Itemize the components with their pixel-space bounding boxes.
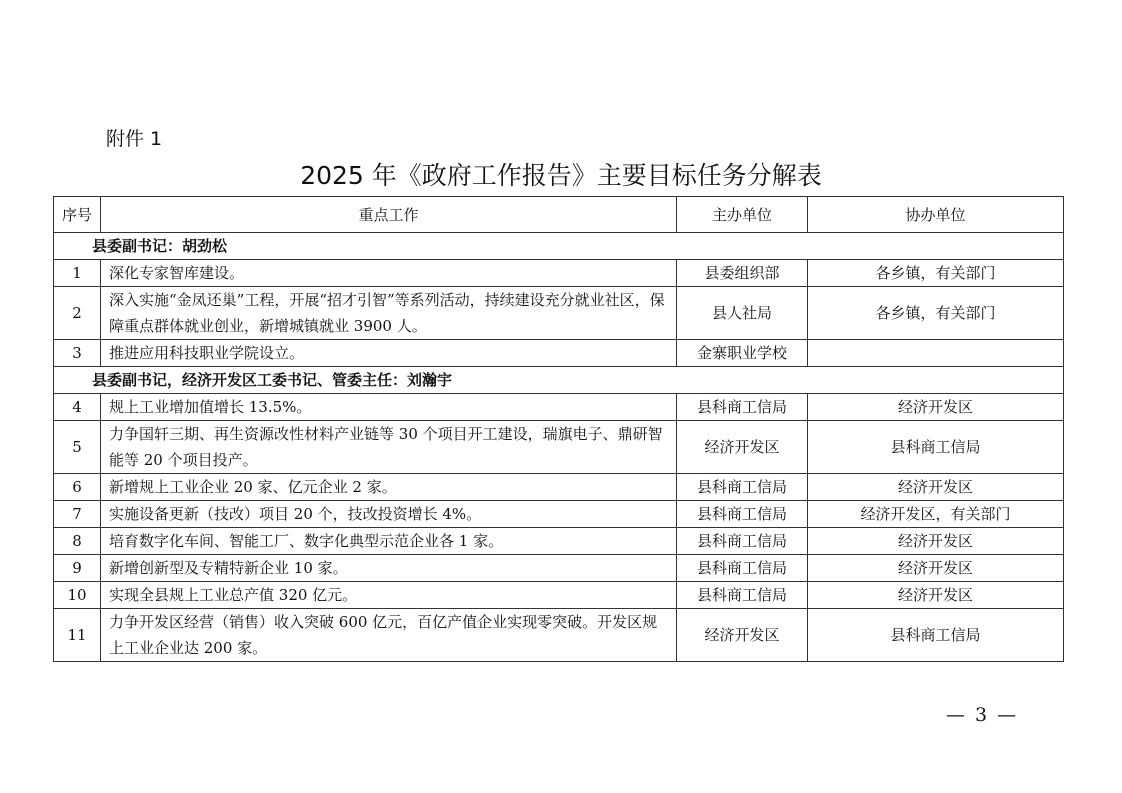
assist-unit-cell: 经济开发区，有关部门	[808, 501, 1064, 528]
table-row	[54, 582, 1064, 609]
header-assist-unit: 协办单位	[808, 197, 1064, 233]
row-number: 8	[54, 528, 101, 555]
task-cell: 推进应用科技职业学院设立。	[101, 340, 677, 367]
task-cell: 培育数字化车间、智能工厂、数字化典型示范企业各 1 家。	[101, 528, 677, 555]
task-cell: 深入实施“金凤还巢”工程，开展“招才引智”等系列活动，持续建设充分就业社区，保障重点群体就业创业，新增城镇就业 3900 人。	[101, 287, 677, 340]
table-row	[54, 394, 1064, 421]
table-row	[54, 340, 1064, 367]
lead-unit-cell: 县人社局	[677, 287, 808, 340]
assist-unit-cell: 经济开发区	[808, 394, 1064, 421]
section-heading-row	[54, 367, 1064, 394]
table-row	[54, 287, 1064, 340]
lead-unit-cell: 县委组织部	[677, 260, 808, 287]
table-row	[54, 260, 1064, 287]
attachment-label: 附件 1	[106, 128, 163, 150]
row-number: 3	[54, 340, 101, 367]
lead-unit-cell: 县科商工信局	[677, 555, 808, 582]
header-task: 重点工作	[101, 197, 677, 233]
lead-unit-cell: 县科商工信局	[677, 474, 808, 501]
assist-unit-cell: 经济开发区	[808, 528, 1064, 555]
assist-unit-cell	[808, 340, 1064, 367]
task-cell: 深化专家智库建设。	[101, 260, 677, 287]
row-number: 4	[54, 394, 101, 421]
task-cell: 力争开发区经营（销售）收入突破 600 亿元，百亿产值企业实现零突破。开发区规上工业企业达 200 家。	[101, 609, 677, 662]
row-number: 5	[54, 421, 101, 474]
lead-unit-cell: 金寨职业学校	[677, 340, 808, 367]
header-no: 序号	[54, 197, 101, 233]
task-cell: 新增规上工业企业 20 家、亿元企业 2 家。	[101, 474, 677, 501]
task-table	[53, 196, 1064, 662]
table-row	[54, 501, 1064, 528]
table-row	[54, 474, 1064, 501]
task-cell: 新增创新型及专精特新企业 10 家。	[101, 555, 677, 582]
row-number: 6	[54, 474, 101, 501]
row-number: 7	[54, 501, 101, 528]
assist-unit-cell: 各乡镇，有关部门	[808, 287, 1064, 340]
section-heading: 县委副书记，经济开发区工委书记、管委主任：刘瀚宇	[54, 367, 1064, 394]
task-cell: 实现全县规上工业总产值 320 亿元。	[101, 582, 677, 609]
task-cell: 规上工业增加值增长 13.5%。	[101, 394, 677, 421]
section-heading: 县委副书记：胡劲松	[54, 233, 1064, 260]
document-title: 2025 年《政府工作报告》主要目标任务分解表	[300, 161, 822, 190]
task-cell: 实施设备更新（技改）项目 20 个，技改投资增长 4%。	[101, 501, 677, 528]
row-number: 11	[54, 609, 101, 662]
lead-unit-cell: 县科商工信局	[677, 582, 808, 609]
row-number: 10	[54, 582, 101, 609]
table-row	[54, 609, 1064, 662]
assist-unit-cell: 经济开发区	[808, 582, 1064, 609]
row-number: 1	[54, 260, 101, 287]
section-heading-row	[54, 233, 1064, 260]
assist-unit-cell: 县科商工信局	[808, 609, 1064, 662]
assist-unit-cell: 经济开发区	[808, 555, 1064, 582]
lead-unit-cell: 县科商工信局	[677, 501, 808, 528]
assist-unit-cell: 经济开发区	[808, 474, 1064, 501]
page-number: — 3 —	[946, 704, 1019, 726]
table-header-row	[54, 197, 1064, 233]
lead-unit-cell: 经济开发区	[677, 421, 808, 474]
table-row	[54, 421, 1064, 474]
task-cell: 力争国轩三期、再生资源改性材料产业链等 30 个项目开工建设，瑞旗电子、鼎研智能等 20 个项目投产。	[101, 421, 677, 474]
lead-unit-cell: 县科商工信局	[677, 394, 808, 421]
lead-unit-cell: 县科商工信局	[677, 528, 808, 555]
table-row	[54, 528, 1064, 555]
assist-unit-cell: 县科商工信局	[808, 421, 1064, 474]
row-number: 2	[54, 287, 101, 340]
row-number: 9	[54, 555, 101, 582]
assist-unit-cell: 各乡镇，有关部门	[808, 260, 1064, 287]
lead-unit-cell: 经济开发区	[677, 609, 808, 662]
table-row	[54, 555, 1064, 582]
header-lead-unit: 主办单位	[677, 197, 808, 233]
